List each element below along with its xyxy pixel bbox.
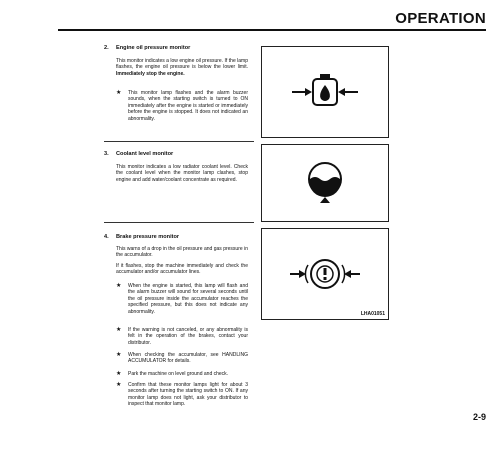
section-body-engine-oil — [116, 58, 248, 77]
section-title: Engine oil pressure monitor — [116, 45, 191, 51]
note-text: When checking the accumulator, see HANDLING ACCUMULATOR for details. — [128, 352, 248, 365]
section-number: 3. — [104, 151, 109, 157]
figure-code: LHA01051 — [360, 311, 385, 317]
page-header-title: OPERATION — [395, 10, 486, 27]
note-text: When the engine is started, this lamp will flash and the alarm buzzer will sound for several seconds until the oil pressure inside the accumulator reaches the specified pressure, but this does not indicate any abnormality. — [128, 283, 248, 315]
engine-oil-pressure-icon — [262, 47, 388, 137]
section-heading-coolant — [104, 151, 173, 157]
coolant-level-icon — [262, 145, 388, 221]
page-number: 2-9 — [472, 412, 486, 422]
star-bullet-icon: ★ — [116, 371, 122, 377]
star-bullet-icon: ★ — [116, 327, 122, 333]
section-title: Coolant level monitor — [116, 151, 174, 157]
section-body-coolant: This monitor indicates a low radiator coolant level. Check the coolant level when the monitor lamp clashes, stop engine and add water/coolant concentrate as required. — [116, 164, 248, 183]
star-bullet-icon: ★ — [116, 382, 122, 388]
note-item — [116, 371, 248, 377]
star-bullet-icon: ★ — [116, 352, 122, 358]
section-body-warning: Immediately stop the engine. — [116, 70, 185, 77]
section-heading-brake — [104, 234, 179, 240]
section-heading-engine-oil — [104, 45, 190, 51]
note-item — [116, 90, 248, 122]
engine-oil-pressure-figure — [261, 46, 389, 138]
section-number: 4. — [104, 234, 109, 240]
section-body-brake-2: If it flashes, stop the machine immediately and check the accumulator and/or accumulator lines. — [116, 263, 248, 276]
section-body-brake: This warns of a drop in the oil pressure and gas pressure in the accumulator. — [116, 246, 248, 259]
brake-pressure-icon — [262, 229, 388, 319]
star-bullet-icon: ★ — [116, 283, 122, 289]
note-item — [116, 327, 248, 346]
section-title: Brake pressure monitor — [116, 234, 180, 240]
note-text: Park the machine on level ground and check. — [128, 371, 229, 377]
section-divider — [104, 222, 254, 223]
section-body-text: This monitor indicates a low engine oil pressure. If the lamp flashes, the engine oil pressure is below the lower limit. — [116, 58, 248, 71]
note-text: Confirm that these monitor lamps light for about 3 seconds after turning the starting switch to ON. If any monitor lamp does not light, ask your distributor to inspect that monitor lamp. — [128, 382, 248, 408]
header-rule — [58, 29, 486, 31]
note-text: If the warning is not canceled, or any abnormality is felt in the operation of the brakes, contact your distributor. — [128, 327, 248, 346]
star-bullet-icon: ★ — [116, 90, 122, 96]
section-divider — [104, 141, 254, 142]
section-number: 2. — [104, 45, 109, 51]
brake-pressure-figure — [261, 228, 389, 320]
coolant-level-figure — [261, 144, 389, 222]
note-text: This monitor lamp flashes and the alarm buzzer sounds, when the starting switch is turned to ON immediately after the engine is started or immediately before the engine is stopped. It does not indicated an abnormality. — [128, 90, 248, 122]
note-item — [116, 283, 248, 315]
note-item — [116, 352, 248, 365]
note-item — [116, 382, 248, 408]
